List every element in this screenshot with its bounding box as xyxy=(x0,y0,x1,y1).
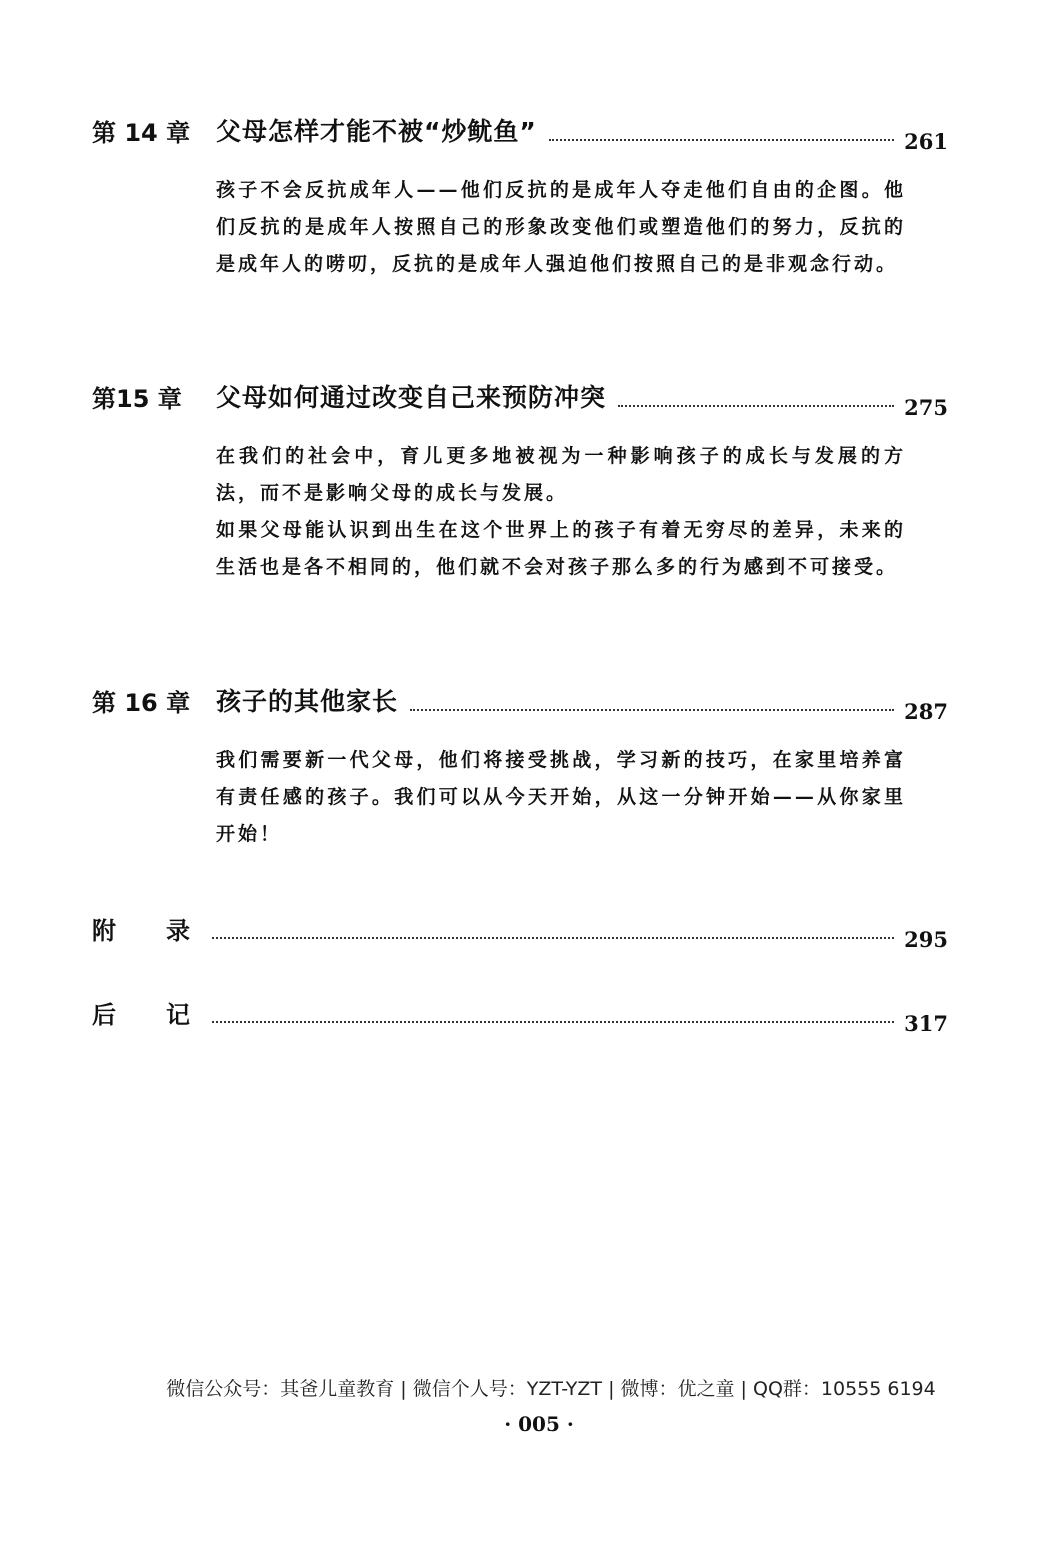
chapter-title: 父母如何通过改变自己来预防冲突 xyxy=(216,383,607,412)
dot-leader xyxy=(618,405,894,407)
chapter-summary-15 xyxy=(216,438,906,586)
toc-entry-chapter-15[interactable] xyxy=(92,374,948,420)
page-folio: · 005 · xyxy=(504,1412,574,1436)
page-number: 275 xyxy=(904,395,948,420)
page-number: 287 xyxy=(904,699,948,724)
chapter-number: 第15 章 xyxy=(92,385,182,413)
toc-entry-afterword[interactable] xyxy=(92,990,948,1036)
summary-paragraph: 在我们的社会中，育儿更多地被视为一种影响孩子的成长与发展的方法，而不是影响父母的成长与发展。 xyxy=(216,445,906,504)
chapter-title: 孩子的其他家长 xyxy=(216,687,399,716)
page-number: 261 xyxy=(904,129,948,154)
page-number: 295 xyxy=(904,927,948,952)
afterword-label: 后记 xyxy=(92,1001,240,1029)
summary-paragraph: 如果父母能认识到出生在这个世界上的孩子有着无穷尽的差异，未来的生活也是各不相同的，他们就不会对孩子那么多的行为感到不可接受。 xyxy=(216,519,906,578)
toc-entry-appendix[interactable] xyxy=(92,906,948,952)
chapter-summary-14 xyxy=(216,172,906,283)
dot-leader xyxy=(549,139,894,141)
chapter-number: 第 14 章 xyxy=(92,119,191,147)
chapter-summary-16 xyxy=(216,742,906,853)
dot-leader xyxy=(212,1021,894,1023)
dot-leader xyxy=(212,937,894,939)
dot-leader xyxy=(410,709,894,711)
toc-entry-chapter-14[interactable] xyxy=(92,108,948,154)
page-number: 317 xyxy=(904,1011,948,1036)
summary-paragraph: 孩子不会反抗成年人——他们反抗的是成年人夺走他们自由的企图。他们反抗的是成年人按照自己的形象改变他们或塑造他们的努力，反抗的是成年人的唠叨，反抗的是成年人强迫他们按照自己的是非观念行动。 xyxy=(216,179,906,275)
chapter-title: 父母怎样才能不被“炒鱿鱼” xyxy=(216,117,537,146)
summary-paragraph: 我们需要新一代父母，他们将接受挑战，学习新的技巧，在家里培养富有责任感的孩子。我们可以从今天开始，从这一分钟开始——从你家里开始！ xyxy=(216,749,906,845)
toc-entry-chapter-16[interactable] xyxy=(92,678,948,724)
appendix-label: 附录 xyxy=(92,917,240,945)
footer-contact-info: 微信公众号：其爸儿童教育 | 微信个人号：YZT-YZT | 微博：优之童 | QQ群：10555 6194 xyxy=(166,1378,936,1400)
chapter-number: 第 16 章 xyxy=(92,689,191,717)
